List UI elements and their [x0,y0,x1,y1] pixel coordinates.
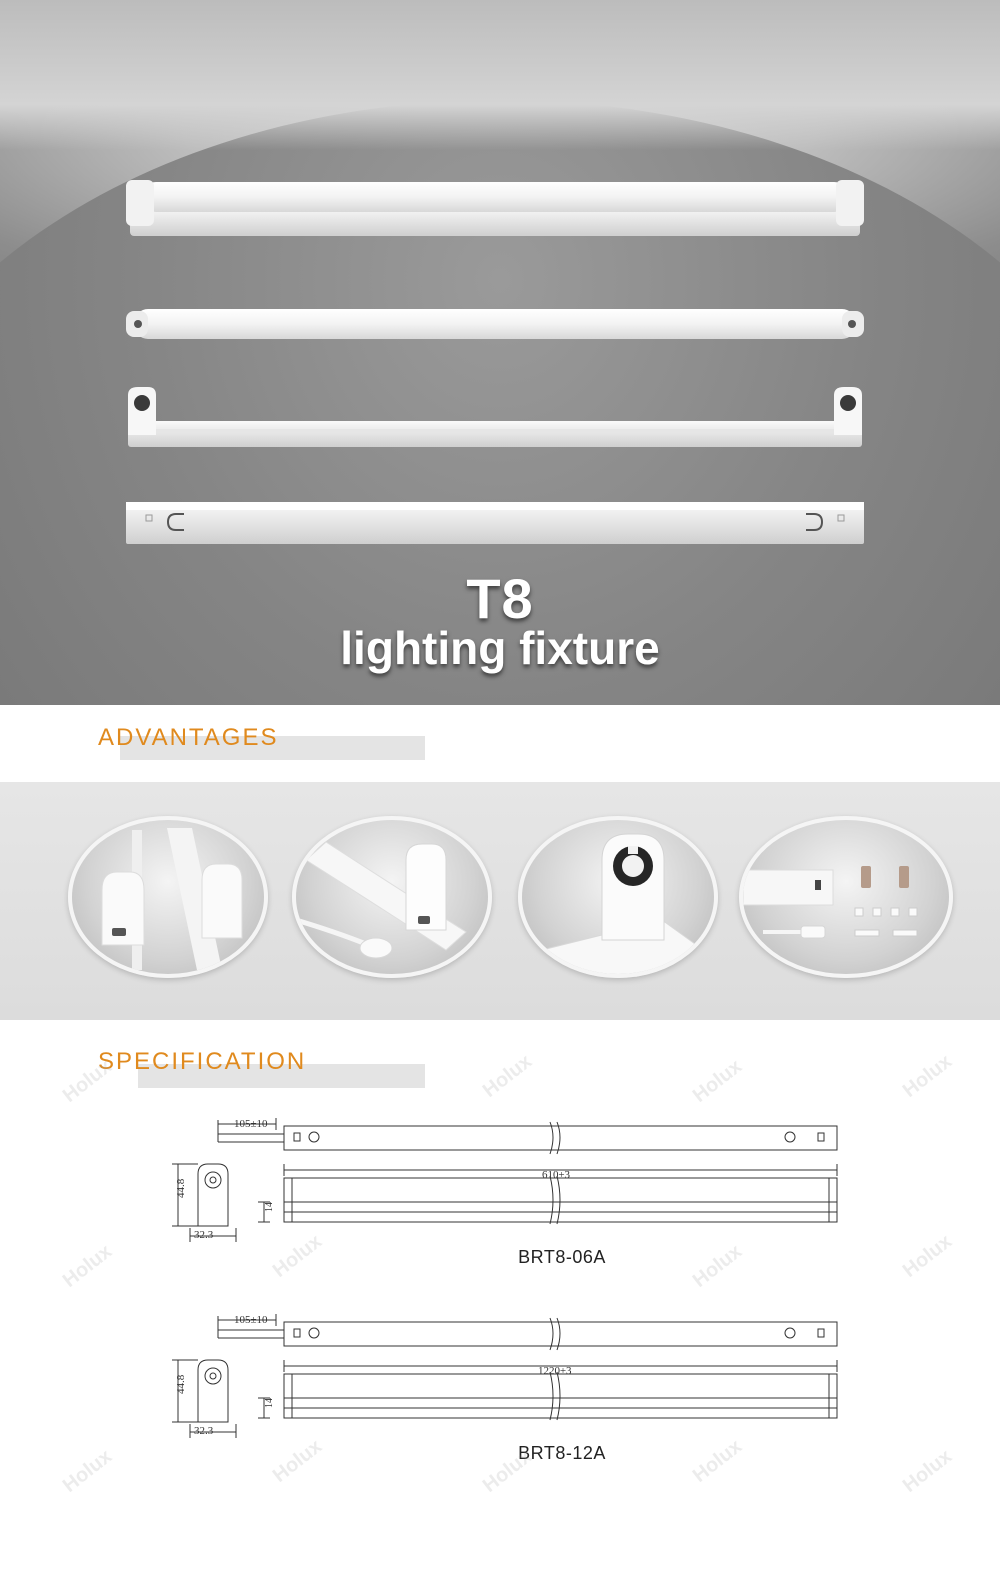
hero-title: T8 [466,567,534,630]
hero-banner [0,0,1000,705]
hero-top-glow [0,0,1000,150]
profile-height-label: 14 [264,1398,275,1408]
fixture-with-connector-cable-icon [296,820,492,978]
t8-tube-image [124,305,866,345]
advantage-image-4 [739,816,953,978]
watermark: Holux [898,1050,957,1102]
advantages-heading: ADVANTAGES [98,724,279,751]
specification-heading: SPECIFICATION [98,1048,307,1075]
technical-drawing-brt8-06a [160,1108,860,1258]
watermark: Holux [898,1445,957,1497]
watermark: Holux [478,1050,537,1102]
watermark: Holux [58,1240,117,1292]
fixture-channel-with-holders-image [124,385,866,457]
watermark: Holux [58,1055,117,1107]
width-label: 32.3 [194,1425,214,1437]
height-label: 44.8 [175,1374,187,1394]
profile-height-label: 14 [264,1202,275,1212]
technical-drawing-brt8-12a [160,1304,860,1454]
watermark: Holux [688,1240,747,1292]
watermark: Holux [268,1435,327,1487]
lamp-holder-socket-closeup-icon [522,820,718,978]
fixture-accessories-clips-screws-icon [743,820,953,978]
watermark: Holux [688,1435,747,1487]
watermark: Holux [478,1445,537,1497]
length-label: 610±3 [542,1169,571,1181]
fixture-back-plate-image [124,500,866,548]
model-label: BRT8-12A [518,1443,606,1463]
advantage-image-1 [68,816,268,978]
advantage-image-3 [518,816,718,978]
watermark: Holux [58,1445,117,1497]
model-label: BRT8-06A [518,1247,606,1267]
fixture-end-cap-closeup-icon [72,820,268,978]
length-label: 1220±3 [538,1365,572,1377]
watermark: Holux [688,1055,747,1107]
cable-length-label: 105±10 [234,1314,268,1326]
watermark: Holux [268,1230,327,1282]
hero-subtitle: lighting fixture [340,622,660,674]
watermark: Holux [898,1230,957,1282]
height-label: 44.8 [175,1178,187,1198]
fixture-complete-image [124,180,866,240]
advantage-image-2 [292,816,492,978]
width-label: 32.3 [194,1229,214,1241]
cable-length-label: 105±10 [234,1118,268,1130]
